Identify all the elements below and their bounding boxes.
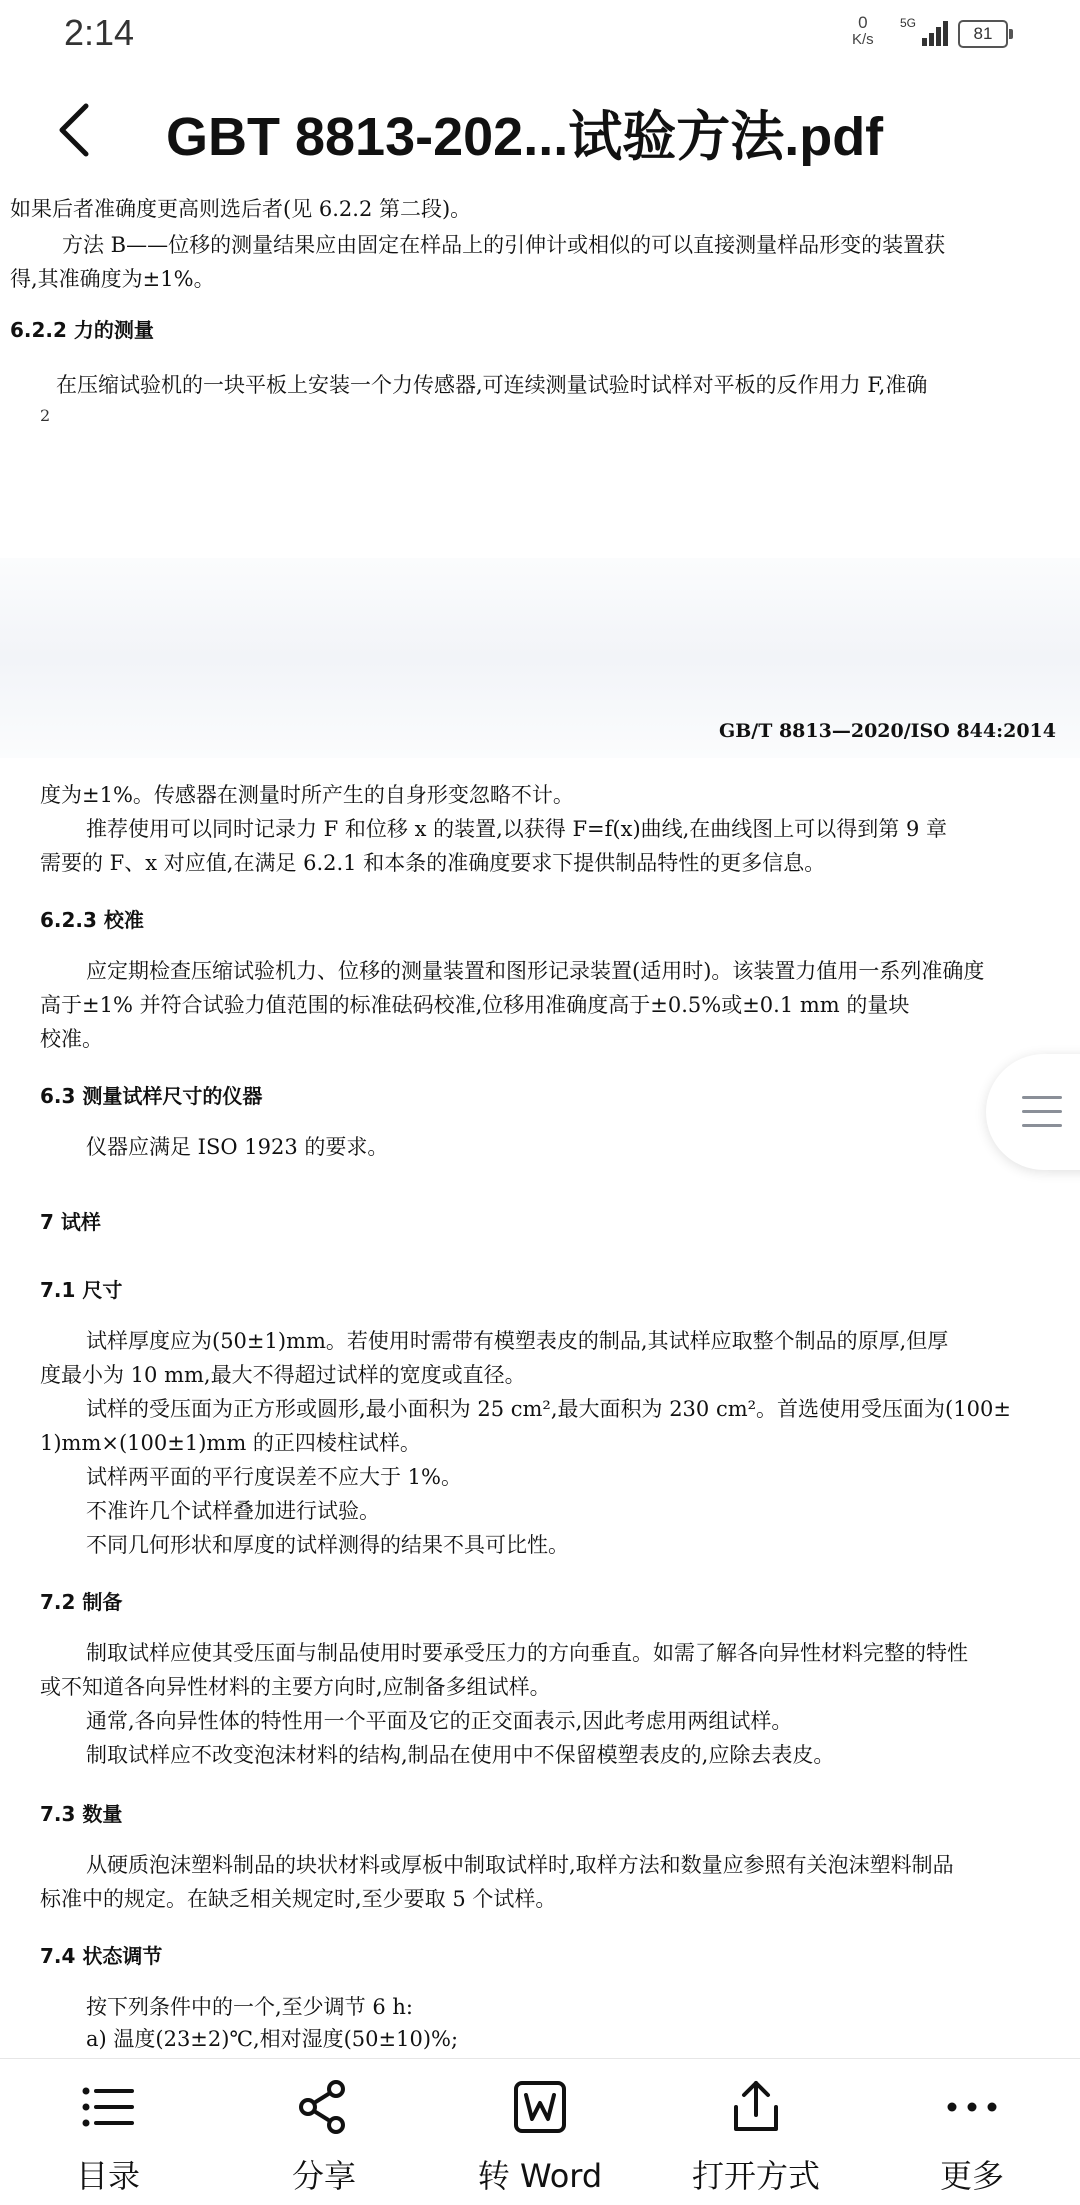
section-heading: 7 试样 [40, 1210, 101, 1234]
doc-line: 如果后者准确度更高则选后者(见 6.2.2 第二段)。 [10, 197, 472, 221]
doc-line: 制取试样应使其受压面与制品使用时要承受压力的方向垂直。如需了解各向异性材料完整的特性 [86, 1641, 968, 1665]
toc-label: 目录 [75, 2157, 140, 2195]
open-with-button[interactable] [648, 2059, 864, 2205]
network-speed-value: 0 [858, 13, 868, 32]
doc-line: 不同几何形状和厚度的试样测得的结果不具可比性。 [86, 1533, 569, 1557]
doc-line: a) 温度(23±2)℃,相对湿度(50±10)%; [86, 2027, 459, 2051]
more-label: 更多 [939, 2157, 1004, 2195]
network-speed [852, 14, 874, 48]
doc-line: 从硬质泡沫塑料制品的块状材料或厚板中制取试样时,取样方法和数量应参照有关泡沫塑料制品 [86, 1853, 954, 1877]
list-icon [78, 2077, 138, 2137]
doc-line: 高于±1% 并符合试验力值范围的标准砝码校准,位移用准确度高于±0.5%或±0.1 mm 的量块 [40, 993, 910, 1017]
status-bar [0, 0, 1080, 70]
bottom-toolbar [0, 2058, 1080, 2205]
convert-word-button[interactable] [432, 2059, 648, 2205]
menu-icon-line [1022, 1110, 1062, 1113]
chevron-left-icon [52, 102, 100, 158]
doc-line: 或不知道各向异性材料的主要方向时,应制备多组试样。 [40, 1675, 551, 1699]
open-with-label: 打开方式 [691, 2157, 820, 2195]
doc-line: 试样的受压面为正方形或圆形,最小面积为 25 cm²,最大面积为 230 cm²。首选使用受压面为(100± [86, 1397, 1011, 1421]
doc-line: 制取试样应不改变泡沫材料的结构,制品在使用中不保留模塑表皮的,应除去表皮。 [86, 1743, 835, 1767]
more-button[interactable] [864, 2059, 1080, 2205]
network-type: 5G [900, 16, 917, 30]
section-heading: 6.3 测量试样尺寸的仪器 [40, 1084, 263, 1108]
doc-line: 度为±1%。传感器在测量时所产生的自身形变忽略不计。 [40, 783, 574, 807]
doc-line: 在压缩试验机的一块平板上安装一个力传感器,可连续测量试验时试样对平板的反作用力 F,准确 [56, 373, 928, 397]
running-head: GB/T 8813—2020/ISO 844:2014 [718, 720, 1056, 742]
menu-icon-line [1022, 1124, 1062, 1127]
section-heading: 7.3 数量 [40, 1802, 123, 1826]
section-heading: 7.4 状态调节 [40, 1944, 163, 1968]
doc-line: 得,其准确度为±1%。 [10, 267, 215, 291]
doc-line: 试样厚度应为(50±1)mm。若使用时需带有模塑表皮的制品,其试样应取整个制品的原厚,但厚 [86, 1329, 949, 1353]
open-with-icon [726, 2077, 786, 2137]
doc-line: 不准许几个试样叠加进行试验。 [86, 1499, 380, 1523]
doc-line: 推荐使用可以同时记录力 F 和位移 x 的装置,以获得 F=f(x)曲线,在曲线图上可以得到第 9 章 [86, 817, 948, 841]
doc-line: 通常,各向异性体的特性用一个平面及它的正交面表示,因此考虑用两组试样。 [86, 1709, 793, 1733]
doc-line: 度最小为 10 mm,最大不得超过试样的宽度或直径。 [40, 1363, 526, 1387]
menu-icon [1022, 1096, 1062, 1099]
status-time: 2:14 [64, 12, 135, 53]
doc-line: 按下列条件中的一个,至少调节 6 h: [86, 1995, 413, 2019]
pdf-viewer[interactable] [0, 186, 1080, 2058]
section-heading: 6.2.3 校准 [40, 908, 144, 932]
doc-line: 仪器应满足 ISO 1923 的要求。 [86, 1135, 389, 1159]
network-speed-unit: K/s [852, 31, 874, 48]
doc-line: 试样两平面的平行度误差不应大于 1%。 [86, 1465, 462, 1489]
toc-button[interactable] [0, 2059, 216, 2205]
convert-word-label: 转 Word [477, 2157, 603, 2195]
doc-line: 方法 B——位移的测量结果应由固定在样品上的引伸计或相似的可以直接测量样品形变的装置获 [62, 233, 946, 257]
section-heading: 6.2.2 力的测量 [10, 318, 154, 342]
word-icon [510, 2077, 570, 2137]
battery-icon: 81 [958, 20, 1008, 48]
doc-line: 校准。 [40, 1027, 103, 1051]
section-heading: 7.2 制备 [40, 1590, 123, 1614]
doc-line: 标准中的规定。在缺乏相关规定时,至少要取 5 个试样。 [40, 1887, 557, 1911]
signal-icon [900, 16, 948, 46]
back-button[interactable] [52, 102, 100, 158]
doc-line: 应定期检查压缩试验机力、位移的测量装置和图形记录装置(适用时)。该装置力值用一系列准确度 [86, 959, 985, 983]
section-heading: 7.1 尺寸 [40, 1278, 123, 1302]
more-icon [942, 2077, 1002, 2137]
page-number: 2 [40, 406, 51, 425]
doc-line: 需要的 F、x 对应值,在满足 6.2.1 和本条的准确度要求下提供制品特性的更多信息。 [40, 851, 826, 875]
doc-line: 1)mm×(100±1)mm 的正四棱柱试样。 [40, 1431, 421, 1455]
app-header [0, 70, 1080, 187]
share-icon [294, 2077, 354, 2137]
share-label: 分享 [291, 2157, 356, 2195]
share-button[interactable] [216, 2059, 432, 2205]
document-title: GBT 8813-202...试验方法.pdf [166, 107, 884, 167]
